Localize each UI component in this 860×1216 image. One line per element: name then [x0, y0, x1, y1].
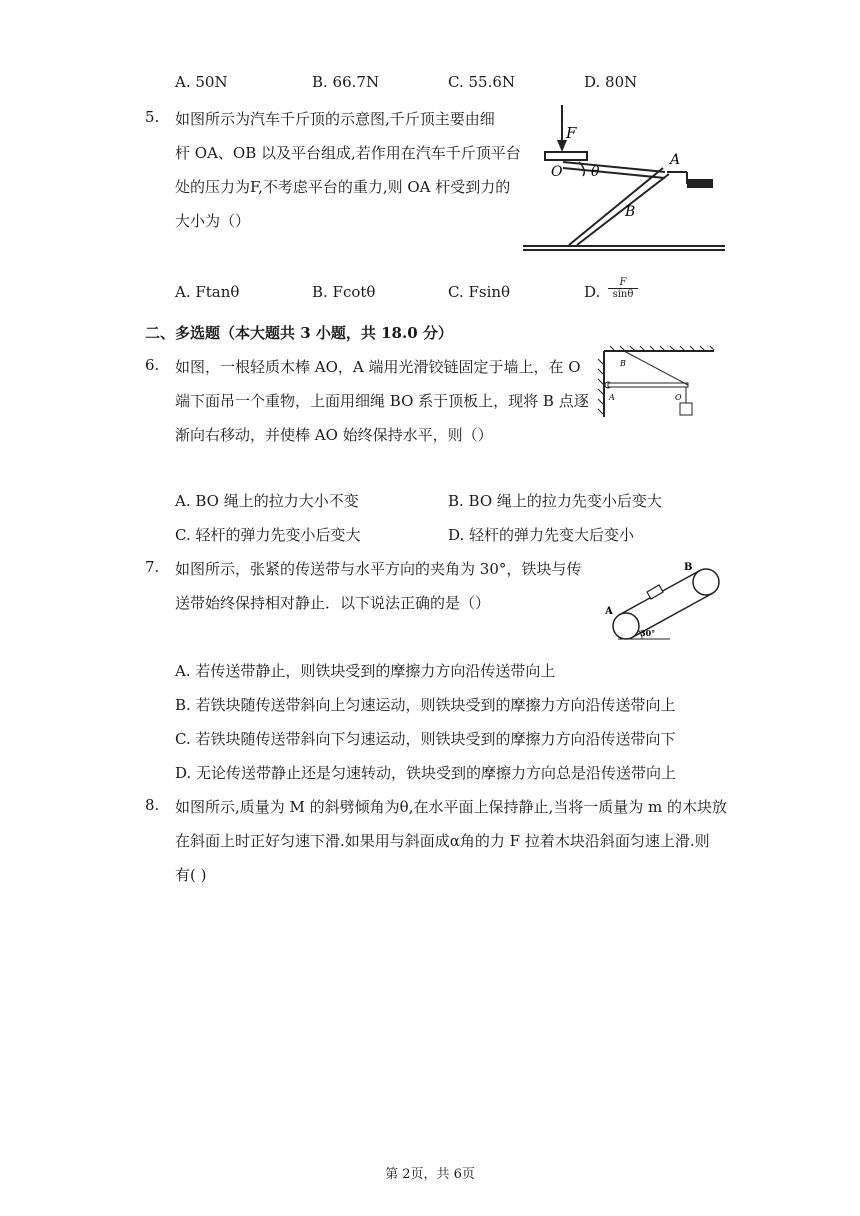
q4-option-b: B. 66.7N	[312, 73, 380, 91]
conveyor-belt-figure	[600, 558, 730, 648]
question-text-line: 端下面吊一个重物，上面用细绳 BO 系于顶板上，现将 B 点逐	[175, 392, 589, 410]
label-A: A	[670, 152, 681, 168]
question-text-line: 如图所示，张紧的传送带与水平方向的夹角为 30°，铁块与传	[175, 560, 582, 578]
question-number: 5.	[145, 108, 160, 126]
fraction-denominator: sinθ	[608, 288, 638, 301]
q7-option-c: C. 若铁块随传送带斜向下匀速运动，则铁块受到的摩擦力方向沿传送带向下	[175, 730, 676, 748]
q7-option-b: B. 若铁块随传送带斜向上匀速运动，则铁块受到的摩擦力方向沿传送带向上	[175, 696, 676, 714]
page-footer: 第 2页，共 6页	[385, 1167, 475, 1182]
fraction-numerator: F	[619, 277, 627, 288]
q4-option-d: D. 80N	[584, 73, 638, 91]
q5-option-c: C. Fsinθ	[448, 283, 511, 301]
question-text-line: 如图，一根轻质木棒 AO，A 端用光滑铰链固定于墙上，在 O	[175, 358, 581, 376]
q6-option-c: C. 轻杆的弹力先变小后变大	[175, 526, 361, 544]
q5-option-a: A. Ftanθ	[175, 283, 240, 301]
question-text-line: 渐向右移动，并使棒 AO 始终保持水平，则（）	[175, 426, 493, 444]
question-text-line: 有( )	[175, 866, 207, 884]
label-B: B	[625, 204, 636, 220]
car-jack-figure	[515, 100, 730, 255]
q7-option-a: A. 若传送带静止，则铁块受到的摩擦力方向沿传送带向上	[175, 662, 556, 680]
q6-option-a: A. BO 绳上的拉力大小不变	[175, 492, 359, 510]
question-text-line: 杆 OA、OB 以及平台组成,若作用在汽车千斤顶平台	[175, 144, 521, 162]
q5-option-b: B. Fcotθ	[312, 283, 376, 301]
question-text-line: 如图所示为汽车千斤顶的示意图,千斤顶主要由细	[175, 110, 495, 128]
question-text-line: 如图所示,质量为 M 的斜劈倾角为θ,在水平面上保持静止,当将一质量为 m 的木块放	[175, 798, 727, 816]
question-text-line: 送带始终保持相对静止．以下说法正确的是（）	[175, 594, 491, 612]
question-number: 7.	[145, 558, 160, 576]
label-angle: 30°	[640, 628, 656, 638]
q5-option-d: D.	[584, 283, 601, 301]
question-text-line: 大小为（）	[175, 212, 251, 230]
q7-option-d: D. 无论传送带静止还是匀速转动，铁块受到的摩擦力方向总是沿传送带向上	[175, 764, 677, 782]
question-text-line: 处的压力为F,不考虑平台的重力,则 OA 杆受到力的	[175, 178, 511, 196]
q4-option-c: C. 55.6N	[448, 73, 516, 91]
q4-option-a: A. 50N	[175, 73, 228, 91]
question-number: 6.	[145, 356, 160, 374]
label-B: B	[620, 359, 626, 368]
label-F: F	[566, 124, 577, 142]
q5-option-d-fraction	[608, 277, 638, 301]
label-A: A	[605, 606, 613, 617]
label-theta: θ	[591, 164, 600, 180]
section-title: 二、多选题（本大题共 3 小题，共 18.0 分）	[145, 324, 453, 342]
label-O: O	[675, 393, 682, 402]
label-O: O	[551, 164, 563, 180]
question-text-line: 在斜面上时正好匀速下滑.如果用与斜面成α角的力 F 拉着木块沿斜面匀速上滑.则	[175, 832, 710, 850]
q6-option-b: B. BO 绳上的拉力先变小后变大	[448, 492, 662, 510]
question-number: 8.	[145, 796, 160, 814]
label-A: A	[609, 393, 615, 402]
label-B: B	[684, 562, 693, 573]
rod-rope-figure	[596, 345, 716, 425]
q6-option-d: D. 轻杆的弹力先变大后变小	[448, 526, 635, 544]
